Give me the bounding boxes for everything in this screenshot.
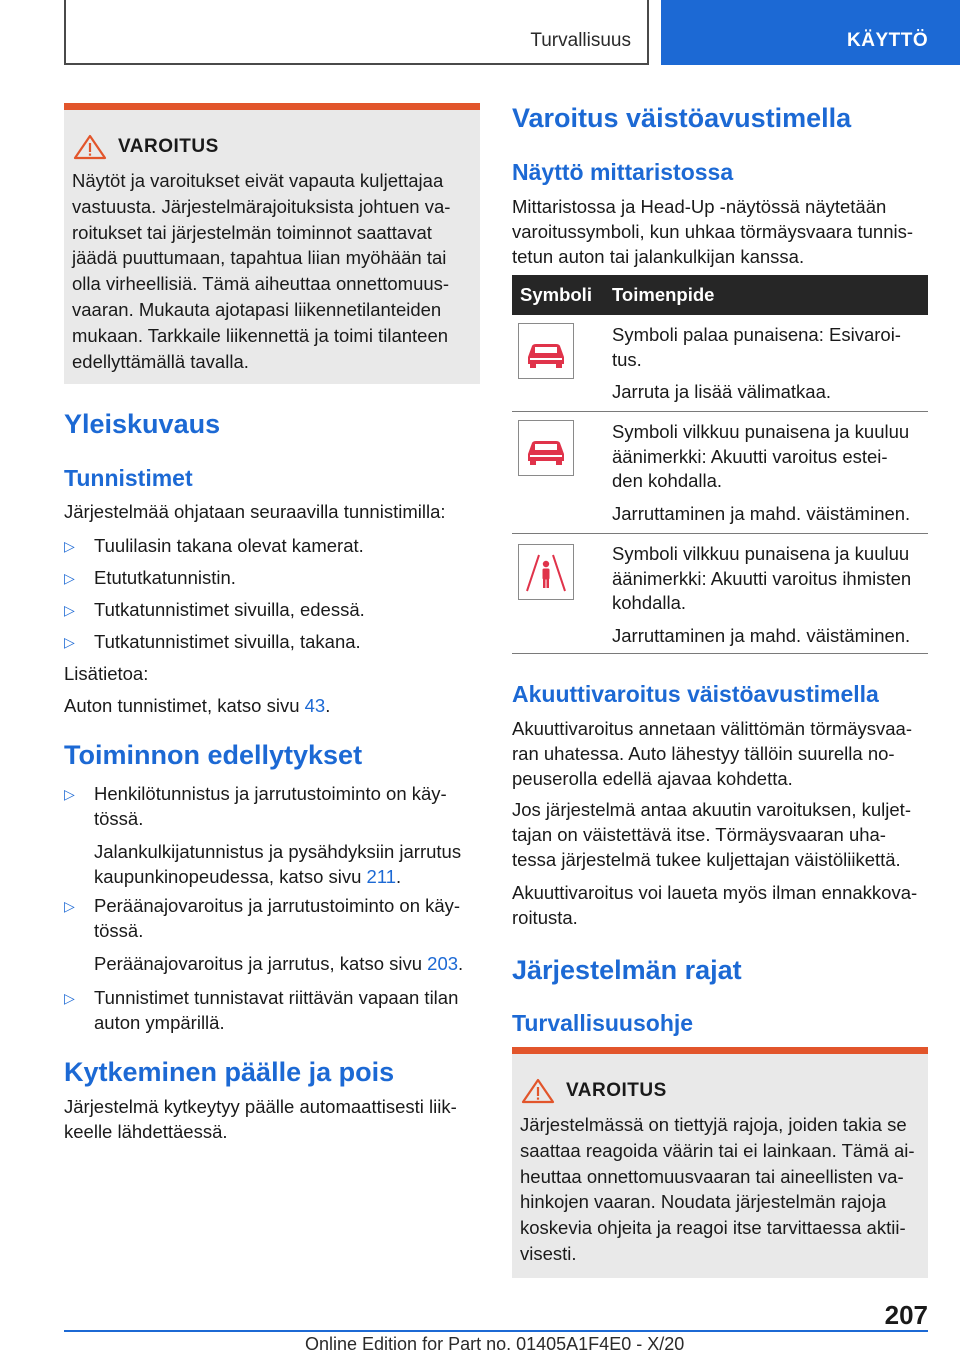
page-link-211[interactable]: 211 (366, 866, 397, 887)
warning-line: hinkojen vaaran. Noudata järjestelmän rajoja (520, 1191, 887, 1213)
header-section-title: Turvallisuus (530, 30, 631, 51)
acute-paragraph-2: Jos järjestelmä antaa akuutin varoituksen, kuljet- tajan on väistettävä itse. Törmäysvaaran uha- tessa järjestelmä tukee kuljettajan väistöliikettä. (512, 799, 911, 870)
heading-prerequisites: Toiminnon edellytykset (64, 740, 363, 770)
prereq-list-item: ▷ Tunnistimet tunnistavat riittävän vapaan tilan auton ympärillä. (64, 987, 459, 1033)
sensors-intro: Järjestelmää ohjataan seuraavilla tunnistimilla: (64, 501, 446, 522)
prereq-list-item: ▷ Henkilötunnistus ja jarrutustoiminto on käy- tössä. Jalankulkijatunnistus ja pysähdyksiin jarrutus kaupunkinopeudessa, katso sivu 211. (64, 783, 462, 887)
warning-line: mukaan. Tarkkaile liikennettä ja toimi tilanteen (72, 324, 449, 346)
bullet-triangle-icon: ▷ (64, 570, 75, 586)
bullet-triangle-icon: ▷ (64, 990, 75, 1006)
heading-safety-note: Turvallisuusohje (512, 1010, 694, 1036)
warning-line: saattaa reagoida väärin tai ei lainkaan. Tämä ai- (520, 1139, 915, 1161)
heading-switch-on-off: Kytkeminen päälle ja pois (64, 1057, 395, 1087)
warning-line: edellyttämällä tavalla. (72, 350, 249, 372)
more-info-label: Lisätietoa: (64, 663, 149, 684)
warning-line: vaaran. Mukauta ajotapasi liikennetilanteiden (72, 298, 442, 320)
warning-triangle-icon (520, 1078, 560, 1104)
warning-line: jäädä puuttumaan, tapahtua liian myöhään tai (72, 247, 447, 269)
bullet-triangle-icon: ▷ (64, 634, 75, 650)
prereq-list-item: ▷ Peräänajovaroitus ja jarrutustoiminto on käy- tössä. Peräänajovaroitus ja jarrutus, katso sivu 203. (64, 895, 464, 974)
warning-title: VAROITUS (566, 1080, 667, 1101)
warning-box-1 (64, 103, 480, 384)
warning-triangle-icon (72, 134, 112, 160)
display-description: Mittaristossa ja Head-Up -näytössä näytetään varoitussymboli, kun uhkaa törmäysvaara tunnis- tetun auton tai jalankulkijan kanssa. (512, 196, 914, 267)
warning-line: visesti. (520, 1242, 577, 1264)
heading-evasion-warning: Varoitus väistöavustimella (512, 103, 852, 133)
header-section-box (64, 0, 649, 65)
sensor-list-item: ▷ Tutkatunnistimet sivuilla, edessä. (64, 597, 365, 622)
table-row (512, 412, 928, 534)
warning-line: Järjestelmässä on tiettyjä rajoja, joiden takia se (520, 1114, 907, 1135)
switch-text: Järjestelmä kytkeytyy päälle automaattisesti liik- keelle lähdettäessä. (64, 1096, 457, 1142)
heading-cluster-display: Näyttö mittaristossa (512, 159, 734, 185)
bullet-triangle-icon: ▷ (64, 602, 75, 618)
sensors-reference: Auton tunnistimet, katso sivu 43. (64, 695, 331, 716)
warning-line: roitukset tai järjestelmän toiminnot saattavat (72, 221, 432, 243)
sensor-list-item: ▷ Tuulilasin takana olevat kamerat. (64, 533, 364, 558)
bullet-triangle-icon: ▷ (64, 786, 75, 802)
car-warning-flashing-icon (518, 420, 574, 476)
page-link-203[interactable]: 203 (427, 953, 459, 974)
header-chapter-label: KÄYTTÖ (847, 30, 929, 51)
heading-acute-warning: Akuuttivaroitus väistöavustimella (512, 681, 879, 707)
table-col-action: Toimenpide (612, 284, 715, 305)
bullet-triangle-icon: ▷ (64, 538, 75, 554)
warning-header (520, 1076, 920, 1106)
acute-paragraph-3: Akuuttivaroitus voi laueta myös ilman ennakkova- roitusta. (512, 882, 918, 928)
symbol-table (512, 275, 928, 654)
acute-paragraph-1: Akuuttivaroitus annetaan välittömän törmäysvaa- ran uhatessa. Auto lähestyy tällöin suurella no- peuserolla edellä ajavaa kohdetta. (512, 718, 913, 789)
footer-divider (64, 1330, 928, 1332)
bullet-triangle-icon: ▷ (64, 898, 75, 914)
page-number: 207 (884, 1300, 928, 1330)
warning-line: koskevia ohjeita ja reagoi itse tarvittaessa aktii- (520, 1217, 906, 1239)
heading-overview: Yleiskuvaus (64, 409, 221, 439)
heading-system-limits: Järjestelmän rajat (512, 955, 742, 985)
table-action: Symboli vilkkuu punaisena ja kuuluu äänimerkki: Akuutti varoitus estei- den kohdalla. Jarruttaminen ja mahd. väistäminen. (612, 421, 911, 524)
heading-sensors: Tunnistimet (64, 465, 193, 491)
footer-edition: Online Edition for Part no. 01405A1F4E0 - X/20 (305, 1334, 685, 1354)
page-link-43[interactable]: 43 (304, 695, 326, 716)
warning-title: VAROITUS (118, 136, 219, 157)
table-action: Symboli palaa punaisena: Esivaroi- tus. Jarruta ja lisää välimatkaa. (612, 324, 901, 402)
sensor-list-item: ▷ Etututkatunnistin. (64, 565, 236, 590)
table-col-symbol: Symboli (520, 284, 592, 305)
warning-line: Näytöt ja varoitukset eivät vapauta kuljettajaa (72, 170, 444, 191)
table-action: Symboli vilkkuu punaisena ja kuuluu äänimerkki: Akuutti varoitus ihmisten kohdalla. Jarruttaminen ja mahd. väistäminen. (612, 543, 912, 646)
table-row (512, 534, 928, 654)
warning-line: olla virheellisiä. Tämä aiheuttaa onnettomuus- (72, 273, 450, 295)
warning-header (72, 132, 472, 162)
pedestrian-warning-icon (518, 544, 574, 600)
warning-line: heuttaa onnettomuusvaaran tai aineellisten va- (520, 1165, 904, 1187)
header-chapter-tab[interactable] (661, 0, 960, 65)
warning-box-2 (512, 1047, 928, 1278)
table-header (512, 275, 928, 315)
table-row (512, 315, 928, 412)
sensor-list-item: ▷ Tutkatunnistimet sivuilla, takana. (64, 629, 361, 654)
car-warning-red-icon (518, 323, 574, 379)
warning-line: vastuusta. Järjestelmärajoituksista johtuen va- (72, 195, 451, 217)
